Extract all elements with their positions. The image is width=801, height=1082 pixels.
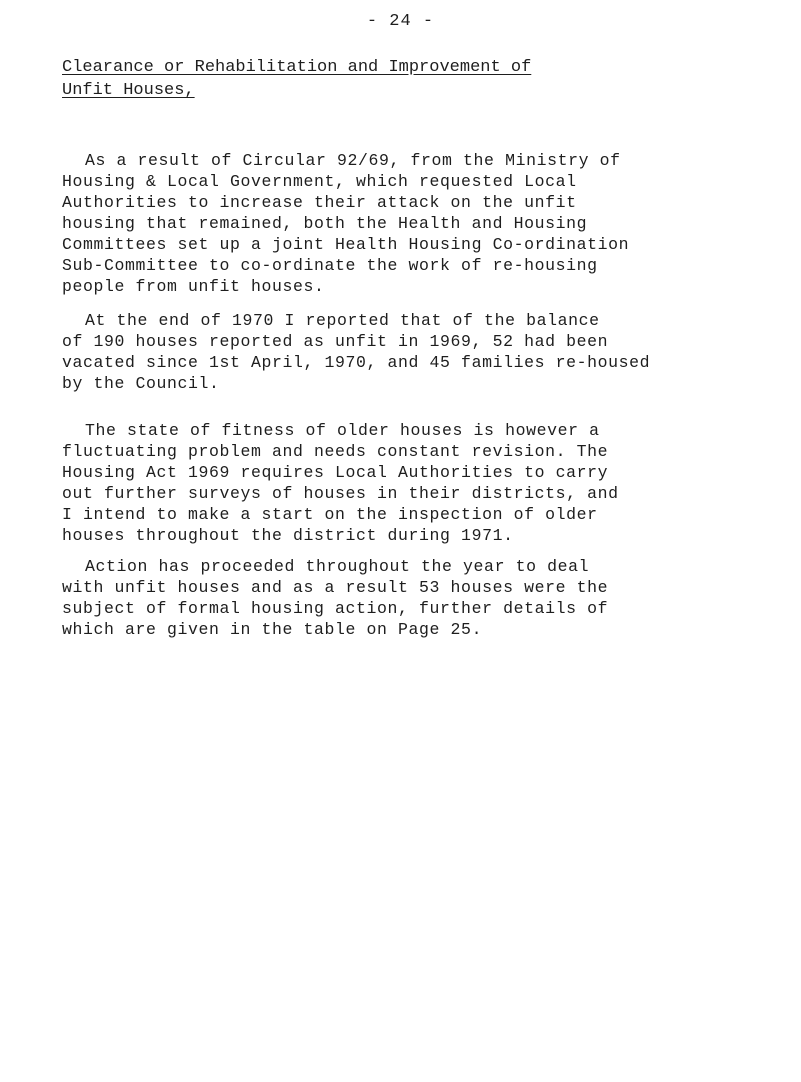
text-line: out further surveys of houses in their districts, and (62, 484, 619, 503)
text-line: Action has proceeded throughout the year to deal (85, 557, 590, 576)
text-line: As a result of Circular 92/69, from the Ministry of (85, 151, 621, 170)
text-line: Sub-Committee to co-ordinate the work of re-housing (62, 256, 598, 275)
text-line: by the Council. (62, 374, 220, 393)
text-line: The state of fitness of older houses is however a (85, 421, 600, 440)
text-line: Housing & Local Government, which requested Local (62, 172, 577, 191)
paragraph-balance (62, 310, 752, 394)
heading-line-1: Clearance or Rehabilitation and Improvement of (62, 58, 532, 77)
text-line: people from unfit houses. (62, 277, 325, 296)
text-line: subject of formal housing action, further details of (62, 599, 609, 618)
text-line: of 190 houses reported as unfit in 1969, 52 had been (62, 332, 609, 351)
text-line: fluctuating problem and needs constant revision. The (62, 442, 609, 461)
text-line: with unfit houses and as a result 53 houses were the (62, 578, 609, 597)
text-line: Committees set up a joint Health Housing Co-ordination (62, 235, 630, 254)
text-line: Authorities to increase their attack on the unfit (62, 193, 577, 212)
text-line: I intend to make a start on the inspection of older (62, 505, 598, 524)
paragraph-circular (62, 150, 752, 297)
text-line: vacated since 1st April, 1970, and 45 families re-housed (62, 353, 651, 372)
text-line: At the end of 1970 I reported that of the balance (85, 311, 600, 330)
page-number: - 24 - (366, 12, 435, 31)
section-heading (62, 56, 762, 102)
text-line: which are given in the table on Page 25. (62, 620, 483, 639)
text-line: houses throughout the district during 1971. (62, 526, 514, 545)
paragraph-fitness (62, 420, 752, 546)
text-line: Housing Act 1969 requires Local Authorities to carry (62, 463, 609, 482)
paragraph-action (62, 556, 752, 640)
heading-line-2: Unfit Houses, (62, 81, 195, 100)
text-line: housing that remained, both the Health and Housing (62, 214, 588, 233)
